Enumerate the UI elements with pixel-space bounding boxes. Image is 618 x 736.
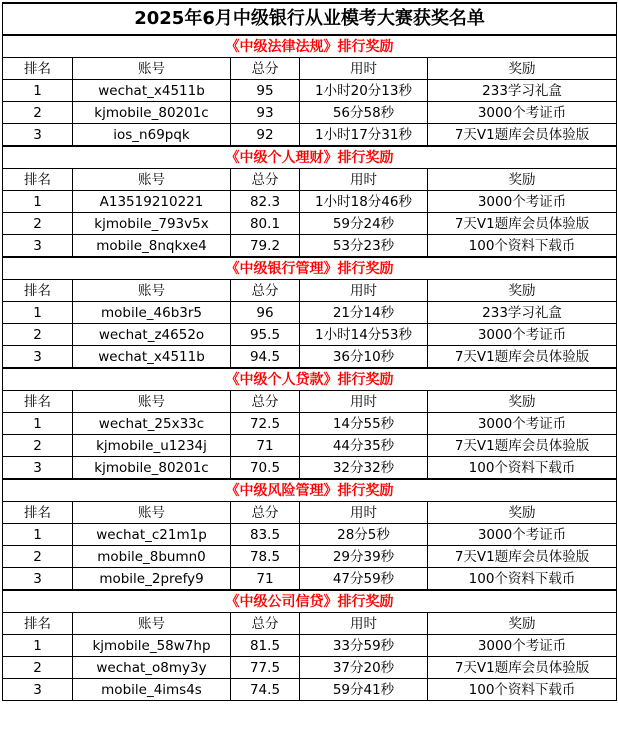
cell-score: 83.5 [231, 524, 300, 546]
cell-time: 59分24秒 [300, 213, 428, 235]
section-title: 《中级个人理财》排行奖励 [3, 146, 617, 169]
cell-score: 95 [231, 80, 300, 102]
header-reward: 奖励 [428, 391, 617, 413]
cell-rank: 2 [3, 435, 73, 457]
cell-time: 14分55秒 [300, 413, 428, 435]
cell-time: 1小时17分31秒 [300, 124, 428, 147]
header-rank: 排名 [3, 280, 73, 302]
table-row [3, 679, 617, 701]
cell-time: 59分41秒 [300, 679, 428, 701]
cell-account: ios_n69pqk [73, 124, 231, 147]
cell-reward: 3000个考证币 [428, 324, 617, 346]
cell-reward: 7天V1题库会员体验版 [428, 546, 617, 568]
table-row [3, 457, 617, 480]
cell-score: 81.5 [231, 635, 300, 657]
cell-rank: 1 [3, 80, 73, 102]
header-rank: 排名 [3, 169, 73, 191]
cell-reward: 100个资料下载币 [428, 457, 617, 480]
cell-score: 74.5 [231, 679, 300, 701]
cell-score: 96 [231, 302, 300, 324]
cell-time: 1小时18分46秒 [300, 191, 428, 213]
cell-score: 95.5 [231, 324, 300, 346]
cell-rank: 1 [3, 524, 73, 546]
header-rank: 排名 [3, 58, 73, 80]
header-rank: 排名 [3, 502, 73, 524]
header-score: 总分 [231, 391, 300, 413]
header-time: 用时 [300, 169, 428, 191]
table-row [3, 568, 617, 591]
cell-account: wechat_x4511b [73, 80, 231, 102]
header-reward: 奖励 [428, 58, 617, 80]
cell-account: kjmobile_58w7hp [73, 635, 231, 657]
section-title-row [3, 368, 617, 391]
cell-account: mobile_8bumn0 [73, 546, 231, 568]
header-reward: 奖励 [428, 502, 617, 524]
table-row [3, 213, 617, 235]
cell-score: 77.5 [231, 657, 300, 679]
cell-rank: 1 [3, 413, 73, 435]
cell-reward: 100个资料下载币 [428, 568, 617, 591]
cell-score: 71 [231, 568, 300, 591]
cell-score: 72.5 [231, 413, 300, 435]
cell-time: 36分10秒 [300, 346, 428, 369]
header-account: 账号 [73, 169, 231, 191]
header-reward: 奖励 [428, 280, 617, 302]
award-list-table [2, 2, 617, 701]
cell-account: mobile_4ims4s [73, 679, 231, 701]
table-row [3, 191, 617, 213]
cell-score: 92 [231, 124, 300, 147]
cell-time: 44分35秒 [300, 435, 428, 457]
cell-score: 93 [231, 102, 300, 124]
column-header-row [3, 280, 617, 302]
section-title: 《中级风险管理》排行奖励 [3, 479, 617, 502]
section-title: 《中级公司信贷》排行奖励 [3, 590, 617, 613]
cell-reward: 3000个考证币 [428, 102, 617, 124]
header-rank: 排名 [3, 613, 73, 635]
header-account: 账号 [73, 613, 231, 635]
cell-rank: 2 [3, 102, 73, 124]
cell-score: 94.5 [231, 346, 300, 369]
cell-reward: 7天V1题库会员体验版 [428, 435, 617, 457]
cell-account: wechat_25x33c [73, 413, 231, 435]
header-rank: 排名 [3, 391, 73, 413]
column-header-row [3, 58, 617, 80]
cell-account: wechat_x4511b [73, 346, 231, 369]
header-score: 总分 [231, 613, 300, 635]
cell-time: 56分58秒 [300, 102, 428, 124]
cell-rank: 2 [3, 213, 73, 235]
cell-account: wechat_z4652o [73, 324, 231, 346]
cell-reward: 233学习礼盒 [428, 302, 617, 324]
header-reward: 奖励 [428, 169, 617, 191]
cell-rank: 3 [3, 457, 73, 480]
header-account: 账号 [73, 58, 231, 80]
cell-time: 1小时20分13秒 [300, 80, 428, 102]
section-title: 《中级法律法规》排行奖励 [3, 35, 617, 58]
cell-reward: 100个资料下载币 [428, 679, 617, 701]
table-row [3, 324, 617, 346]
cell-reward: 7天V1题库会员体验版 [428, 657, 617, 679]
table-row [3, 302, 617, 324]
section-title-row [3, 590, 617, 613]
cell-reward: 3000个考证币 [428, 524, 617, 546]
table-row [3, 546, 617, 568]
table-row [3, 235, 617, 258]
cell-account: wechat_c21m1p [73, 524, 231, 546]
header-time: 用时 [300, 280, 428, 302]
cell-account: mobile_46b3r5 [73, 302, 231, 324]
cell-account: kjmobile_u1234j [73, 435, 231, 457]
cell-account: kjmobile_793v5x [73, 213, 231, 235]
cell-score: 71 [231, 435, 300, 457]
section-title: 《中级银行管理》排行奖励 [3, 257, 617, 280]
table-row [3, 124, 617, 147]
title-row [3, 3, 617, 35]
table-row [3, 524, 617, 546]
header-time: 用时 [300, 613, 428, 635]
header-account: 账号 [73, 391, 231, 413]
cell-rank: 3 [3, 124, 73, 147]
cell-score: 78.5 [231, 546, 300, 568]
cell-reward: 7天V1题库会员体验版 [428, 213, 617, 235]
cell-time: 33分59秒 [300, 635, 428, 657]
column-header-row [3, 502, 617, 524]
column-header-row [3, 169, 617, 191]
header-score: 总分 [231, 58, 300, 80]
cell-time: 29分39秒 [300, 546, 428, 568]
cell-rank: 1 [3, 302, 73, 324]
header-account: 账号 [73, 280, 231, 302]
column-header-row [3, 391, 617, 413]
table-row [3, 80, 617, 102]
section-title-row [3, 257, 617, 280]
section-title-row [3, 146, 617, 169]
section-title-row [3, 35, 617, 58]
section-title: 《中级个人贷款》排行奖励 [3, 368, 617, 391]
header-time: 用时 [300, 391, 428, 413]
cell-time: 21分14秒 [300, 302, 428, 324]
cell-rank: 3 [3, 679, 73, 701]
cell-time: 28分5秒 [300, 524, 428, 546]
cell-rank: 1 [3, 191, 73, 213]
cell-reward: 233学习礼盒 [428, 80, 617, 102]
table-row [3, 435, 617, 457]
cell-time: 32分32秒 [300, 457, 428, 480]
header-account: 账号 [73, 502, 231, 524]
cell-account: wechat_o8my3y [73, 657, 231, 679]
cell-time: 37分20秒 [300, 657, 428, 679]
table-body [3, 3, 617, 701]
cell-time: 53分23秒 [300, 235, 428, 258]
cell-rank: 3 [3, 568, 73, 591]
cell-reward: 100个资料下载币 [428, 235, 617, 258]
cell-score: 79.2 [231, 235, 300, 258]
cell-account: mobile_2prefy9 [73, 568, 231, 591]
table-row [3, 657, 617, 679]
header-time: 用时 [300, 58, 428, 80]
cell-reward: 3000个考证币 [428, 635, 617, 657]
cell-score: 70.5 [231, 457, 300, 480]
cell-rank: 3 [3, 346, 73, 369]
page-title: 2025年6月中级银行从业模考大赛获奖名单 [3, 3, 617, 35]
cell-account: mobile_8nqkxe4 [73, 235, 231, 258]
header-score: 总分 [231, 169, 300, 191]
cell-time: 47分59秒 [300, 568, 428, 591]
column-header-row [3, 613, 617, 635]
table-row [3, 102, 617, 124]
table-row [3, 635, 617, 657]
table-row [3, 346, 617, 369]
header-score: 总分 [231, 280, 300, 302]
header-score: 总分 [231, 502, 300, 524]
table-row [3, 413, 617, 435]
cell-score: 80.1 [231, 213, 300, 235]
cell-account: kjmobile_80201c [73, 457, 231, 480]
cell-rank: 2 [3, 546, 73, 568]
cell-rank: 3 [3, 235, 73, 258]
cell-reward: 7天V1题库会员体验版 [428, 124, 617, 147]
cell-rank: 2 [3, 657, 73, 679]
cell-rank: 2 [3, 324, 73, 346]
section-title-row [3, 479, 617, 502]
header-time: 用时 [300, 502, 428, 524]
cell-account: kjmobile_80201c [73, 102, 231, 124]
header-reward: 奖励 [428, 613, 617, 635]
cell-score: 82.3 [231, 191, 300, 213]
cell-rank: 1 [3, 635, 73, 657]
cell-reward: 3000个考证币 [428, 413, 617, 435]
cell-account: A13519210221 [73, 191, 231, 213]
cell-reward: 3000个考证币 [428, 191, 617, 213]
cell-time: 1小时14分53秒 [300, 324, 428, 346]
cell-reward: 7天V1题库会员体验版 [428, 346, 617, 369]
